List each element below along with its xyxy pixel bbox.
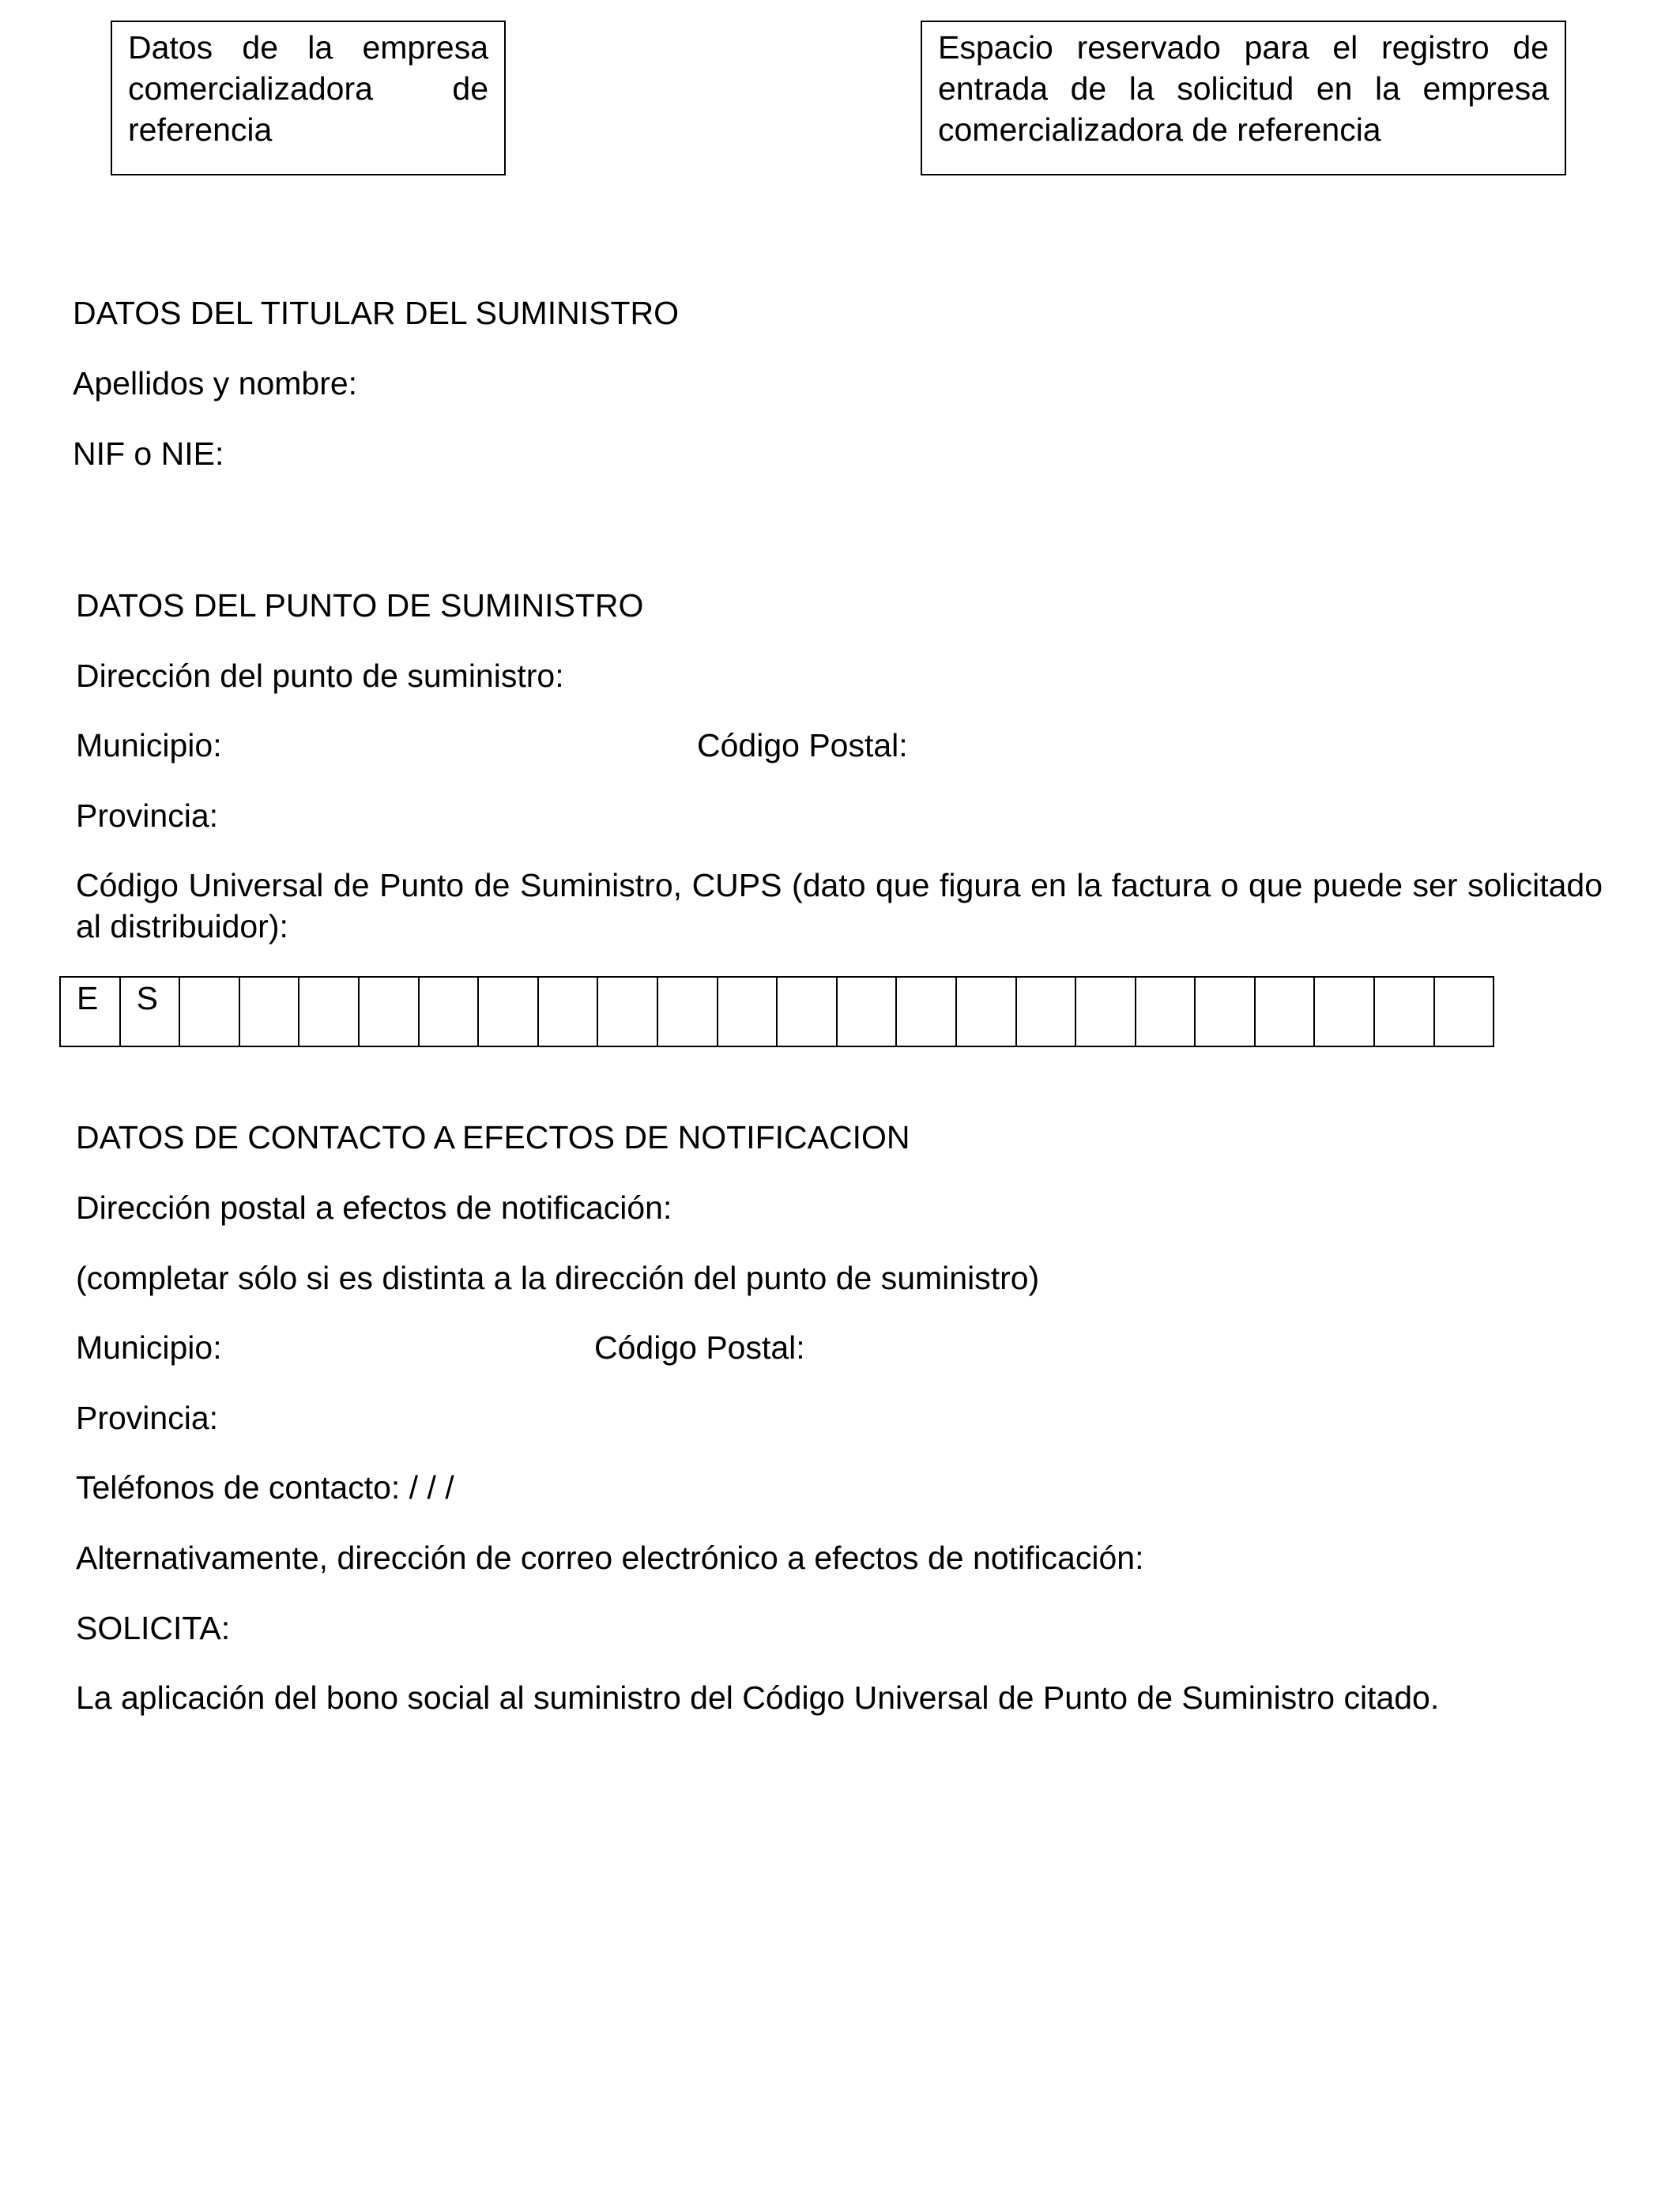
cups-cell[interactable] [1195, 977, 1255, 1046]
request-text: La aplicación del bono social al suministro del Código Universal de Punto de Suministro citado. [76, 1679, 1440, 1716]
cups-cell[interactable] [956, 977, 1016, 1046]
contact-postal-address-label: Dirección postal a efectos de notificación: [76, 1189, 672, 1226]
cups-cell[interactable] [1136, 977, 1196, 1046]
cups-cell[interactable] [478, 977, 538, 1046]
cups-cell[interactable] [1075, 977, 1136, 1046]
cups-cell[interactable] [657, 977, 718, 1046]
holder-id-label: NIF o NIE: [73, 435, 224, 472]
supply-province-label: Provincia: [76, 797, 219, 834]
cups-cell[interactable] [538, 977, 598, 1046]
cups-cell[interactable] [1314, 977, 1374, 1046]
cups-cell[interactable] [837, 977, 897, 1046]
company-data-box [111, 21, 506, 175]
cups-cell[interactable] [597, 977, 657, 1046]
cups-cell[interactable] [718, 977, 778, 1046]
cups-cell[interactable] [239, 977, 299, 1046]
cups-code-row [60, 977, 1494, 1046]
supply-municipality-label: Municipio: [76, 727, 222, 763]
contact-phones-label: Teléfonos de contacto: / / / [76, 1469, 454, 1506]
cups-cell[interactable] [1255, 977, 1315, 1046]
cups-cell[interactable] [299, 977, 359, 1046]
contact-section-title: DATOS DE CONTACTO A EFECTOS DE NOTIFICACION [76, 1119, 910, 1155]
registry-stamp-box-text: Espacio reservado para el registro de entrada de la solicitud en la empresa comercializadora de referencia [938, 29, 1549, 148]
cups-cell[interactable] [896, 977, 956, 1046]
cups-cell[interactable]: S [120, 977, 180, 1046]
cups-cell[interactable] [777, 977, 837, 1046]
cups-cell[interactable] [1374, 977, 1434, 1046]
registry-stamp-box [921, 21, 1566, 175]
cups-cell[interactable] [179, 977, 239, 1046]
holder-section-title: DATOS DEL TITULAR DEL SUMINISTRO [73, 295, 679, 331]
contact-municipality-label: Municipio: [76, 1329, 222, 1366]
supply-postal-code-label: Código Postal: [697, 727, 908, 763]
request-title: SOLICITA: [76, 1610, 231, 1646]
contact-postal-address-note: (completar sólo si es distinta a la dirección del punto de suministro) [76, 1260, 1040, 1296]
supply-section-title: DATOS DEL PUNTO DE SUMINISTRO [76, 587, 644, 624]
cups-code-grid [59, 976, 1494, 1047]
contact-postal-code-label: Código Postal: [594, 1329, 805, 1366]
cups-cell[interactable] [1434, 977, 1494, 1046]
holder-name-label: Apellidos y nombre: [73, 365, 358, 401]
supply-address-label: Dirección del punto de suministro: [76, 658, 564, 694]
cups-cell[interactable] [359, 977, 419, 1046]
cups-cell[interactable]: E [60, 977, 120, 1046]
cups-label: Código Universal de Punto de Suministro, CUPS (dato que figura en la factura o que puede ser solicitado al distribuidor): [76, 867, 1603, 944]
cups-cell[interactable] [419, 977, 479, 1046]
cups-cell[interactable] [1016, 977, 1076, 1046]
contact-province-label: Provincia: [76, 1400, 219, 1436]
company-data-box-text: Datos de la empresa comercializadora de referencia [128, 29, 488, 148]
contact-email-label: Alternativamente, dirección de correo electrónico a efectos de notificación: [76, 1540, 1144, 1576]
